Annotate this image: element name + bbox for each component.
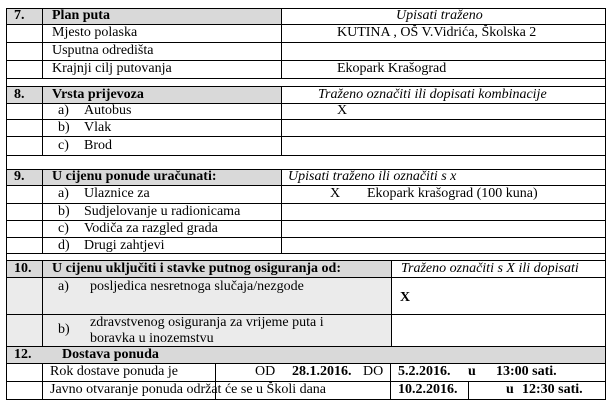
deadline-od: OD [255,364,276,379]
included-b-letter: b) [58,204,70,219]
departure-value: KUTINA , OŠ V.Vidrića, Školska 2 [337,25,537,40]
transport-a-letter: a) [58,103,69,118]
transport-bus-label: Autobus [84,103,132,118]
included-a-letter: a) [58,186,69,201]
insurance-b-letter: b) [58,322,70,337]
transport-boat-label: Brod [84,138,112,153]
tickets-mark: X [330,186,341,201]
section-9-number: 9. [14,169,25,184]
included-d-letter: d) [58,238,70,253]
opening-label: Javno otvaranje ponuda održat će se u Školi dana [50,382,327,397]
opening-time: 12:30 sati. [522,382,583,397]
transport-b-letter: b) [58,120,70,135]
tickets-label: Ulaznice za [84,186,150,201]
destination-label: Krajnji cilj putovanja [52,61,172,76]
section-8-number: 8. [14,87,25,102]
section-10-number: 10. [14,261,32,276]
opening-date: 10.2.2016. [398,382,458,397]
destination-value: Ekopark Krašograd [337,61,447,76]
section-10-title: U cijenu uključiti i stavke putnog osiguranja od: [52,261,341,276]
accident-insurance-mark: X [400,290,411,305]
health-insurance-label-line2: boravka u inozemstvu [90,331,214,346]
section-7-title: Plan puta [52,8,110,23]
deadline-u: u [468,364,476,379]
departure-label: Mjesto polaska [52,25,138,40]
included-c-letter: c) [58,221,69,236]
deadline-time: 13:00 sati. [496,364,557,379]
stops-label: Usputna odredišta [52,43,154,58]
section-7-number: 7. [14,8,25,23]
section-9-hint: Upisati traženo ili označiti s x [288,169,457,184]
health-insurance-label-line1: zdravstvenog osiguranja za vrijeme puta i [90,315,324,330]
section-8-title: Vrsta prijevoza [52,87,144,102]
section-8-hint: Traženo označiti ili dopisati kombinacije [318,87,547,102]
section-12-title: Dostava ponuda [62,347,159,362]
transport-train-label: Vlak [84,120,112,135]
section-10-hint: Traženo označiti s X ili dopisati [401,261,579,276]
deadline-end-date: 5.2.2016. [398,364,451,379]
workshops-label: Sudjelovanje u radionicama [84,204,241,219]
opening-u: u [506,382,514,397]
other-requests-label: Drugi zahtjevi [84,238,165,253]
tickets-value: Ekopark krašograd (100 kuna) [367,186,538,201]
insurance-a-letter: a) [58,279,69,294]
transport-bus-mark: X [337,103,348,118]
transport-c-letter: c) [58,138,69,153]
section-9-title: U cijenu ponude uračunati: [52,169,217,184]
guide-label: Vodiča za razgled grada [84,221,218,236]
deadline-label: Rok dostave ponuda je [50,364,178,379]
deadline-start-date: 28.1.2016. [292,364,352,379]
section-12-number: 12. [14,347,32,362]
deadline-do: DO [363,364,384,379]
section-7-hint: Upisati traženo [396,8,483,23]
accident-insurance-label: posljedica nesretnoga slučaja/nezgode [90,279,304,294]
